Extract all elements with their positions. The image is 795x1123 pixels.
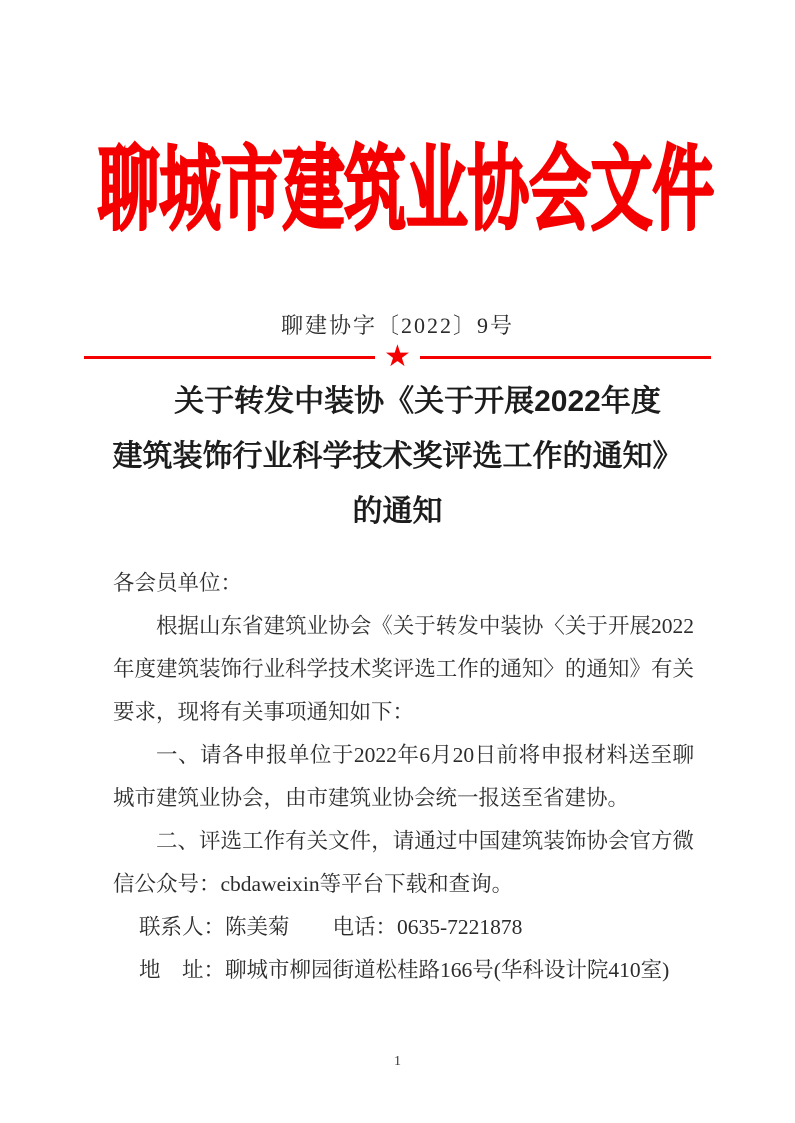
star-icon: ★ <box>384 339 411 374</box>
notice-body <box>113 562 694 992</box>
notice-title-line-1: 关于转发中装协《关于开展2022年度 <box>174 385 661 418</box>
document-number: 聊建协字〔2022〕9号 <box>280 313 514 338</box>
body-paragraph: 一、请各申报单位于2022年6月20日前将申报材料送至聊城市建筑业协会，由市建筑业协会统一报送至省建协。 <box>113 743 694 810</box>
contact-line: 联系人：陈美菊 电话：0635-7221878 <box>139 915 523 939</box>
divider-line-right <box>420 356 711 359</box>
notice-title <box>0 374 795 539</box>
body-paragraph: 二、评选工作有关文件，请通过中国建筑装饰协会官方微信公众号：cbdaweixin等平台下载和查询。 <box>113 829 694 896</box>
notice-title-line-2: 建筑装饰行业科学技术奖评选工作的通知》 <box>112 440 683 473</box>
salutation: 各会员单位： <box>113 571 243 595</box>
letterhead-title: 聊城市建筑业协会文件 <box>97 139 714 241</box>
red-divider <box>84 339 711 374</box>
notice-title-line-3: 的通知 <box>352 495 443 528</box>
divider-line-left <box>84 356 375 359</box>
address-line: 地 址：聊城市柳园街道松桂路166号(华科设计院410室) <box>139 958 670 982</box>
page-number: 1 <box>394 1054 401 1069</box>
body-paragraph: 根据山东省建筑业协会《关于转发中装协〈关于开展2022年度建筑装饰行业科学技术奖评选工作的通知〉的通知》有关要求，现将有关事项通知如下： <box>113 614 694 724</box>
